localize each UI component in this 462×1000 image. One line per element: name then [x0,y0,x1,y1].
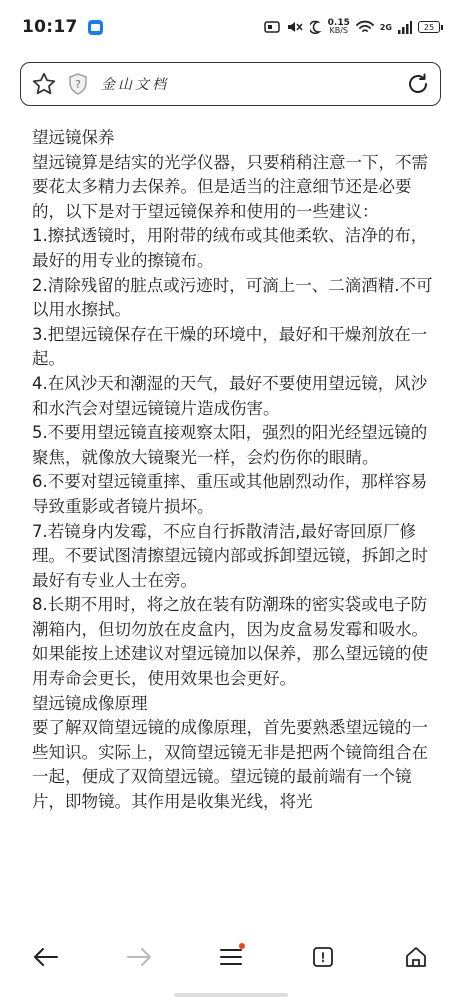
article-paragraph: 8.长期不用时，将之放在装有防潮珠的密实袋或电子防潮箱内，但切勿放在皮盒内，因为皮盒易发霉和吸水。 [32,595,428,639]
article-content [32,126,434,926]
forward-button[interactable] [115,933,163,981]
article-paragraph: 2.清除残留的脏点或污迹时，可滴上一、二滴酒精.不可以用水擦拭。 [32,275,433,320]
battery-icon [418,21,440,33]
status-bar [0,0,462,54]
tabs-button[interactable] [299,933,347,981]
app-notification-icon [88,20,103,35]
article-paragraph: 4.在风沙天和潮湿的天气，最好不要使用望远镜，风沙和水汽会对望远镜镜片造成伤害。 [32,373,428,418]
status-time: 10:17 [22,17,78,37]
network-speed [328,19,350,35]
article-paragraph: 7.若镜身内发霉，不应自行拆散清洁,最好寄回原厂修理。不要试图清擦望远镜内部或拆卸望远镜，拆卸之时最好有专业人士在旁。 [32,521,428,590]
svg-text:?: ? [75,78,81,91]
mute-icon [286,20,304,34]
home-indicator [174,993,288,997]
article-paragraph: 5.不要用望远镜直接观察太阳，强烈的阳光经望远镜的聚焦，就像放大镜聚光一样，会灼伤你的眼睛。 [32,423,428,467]
status-right [264,19,440,35]
notification-dot [239,943,245,949]
article-paragraph: 6.不要对望远镜重摔、重压或其他剧烈动作，那样容易导致重影或者镜片损坏。 [32,472,428,516]
moon-icon [310,20,322,34]
menu-icon [219,947,243,967]
signal-icon [398,21,412,34]
article-paragraph: 3.把望远镜保存在干燥的环境中，最好和干燥剂放在一起。 [32,324,428,369]
speed-unit: KB/S [329,26,348,35]
address-bar[interactable] [20,62,441,106]
arrow-right-icon [126,947,152,967]
status-left [22,17,103,37]
wifi-icon [356,20,374,34]
bottom-nav [0,926,462,988]
section-title: 望远镜成像原理 [32,693,148,713]
section-title: 望远镜保养 [32,128,115,147]
article-paragraph: 要了解双筒望远镜的成像原理，首先要熟悉望远镜的一些知识。实际上，双筒望远镜无非是把两个镜筒组合在一起，便成了双筒望远镜。望远镜的最前端有一个镜片，即物镜。其作用是收集光线，将光 [32,718,428,812]
page-title[interactable]: 金山文档 [101,77,169,93]
home-button[interactable] [392,933,440,981]
speed-value: 0.15 [327,18,350,28]
article-paragraph: 1.擦拭透镜时，用附带的绒布或其他柔软、洁净的布，最好的用专业的擦镜布。 [32,226,428,270]
network-type: 2G [379,22,392,32]
menu-button[interactable] [207,933,255,981]
refresh-icon[interactable] [406,72,430,96]
back-button[interactable] [22,933,70,981]
home-icon [404,945,428,969]
article-paragraph: 如果能按上述建议对望远镜加以保养，那么望远镜的使用寿命会更长，使用效果也会更好。 [32,644,428,689]
battery-level: 25 [423,22,435,32]
article-paragraph: 望远镜算是结实的光学仪器，只要稍稍注意一下，不需要花太多精力去保养。但是适当的注意细节还是必要的，以下是对于望远镜保养和使用的一些建议： [32,152,428,221]
star-icon[interactable] [31,71,57,97]
shield-question-icon[interactable] [67,72,89,96]
nfc-icon [264,21,280,33]
arrow-left-icon [33,947,59,967]
tabs-icon [312,946,334,968]
